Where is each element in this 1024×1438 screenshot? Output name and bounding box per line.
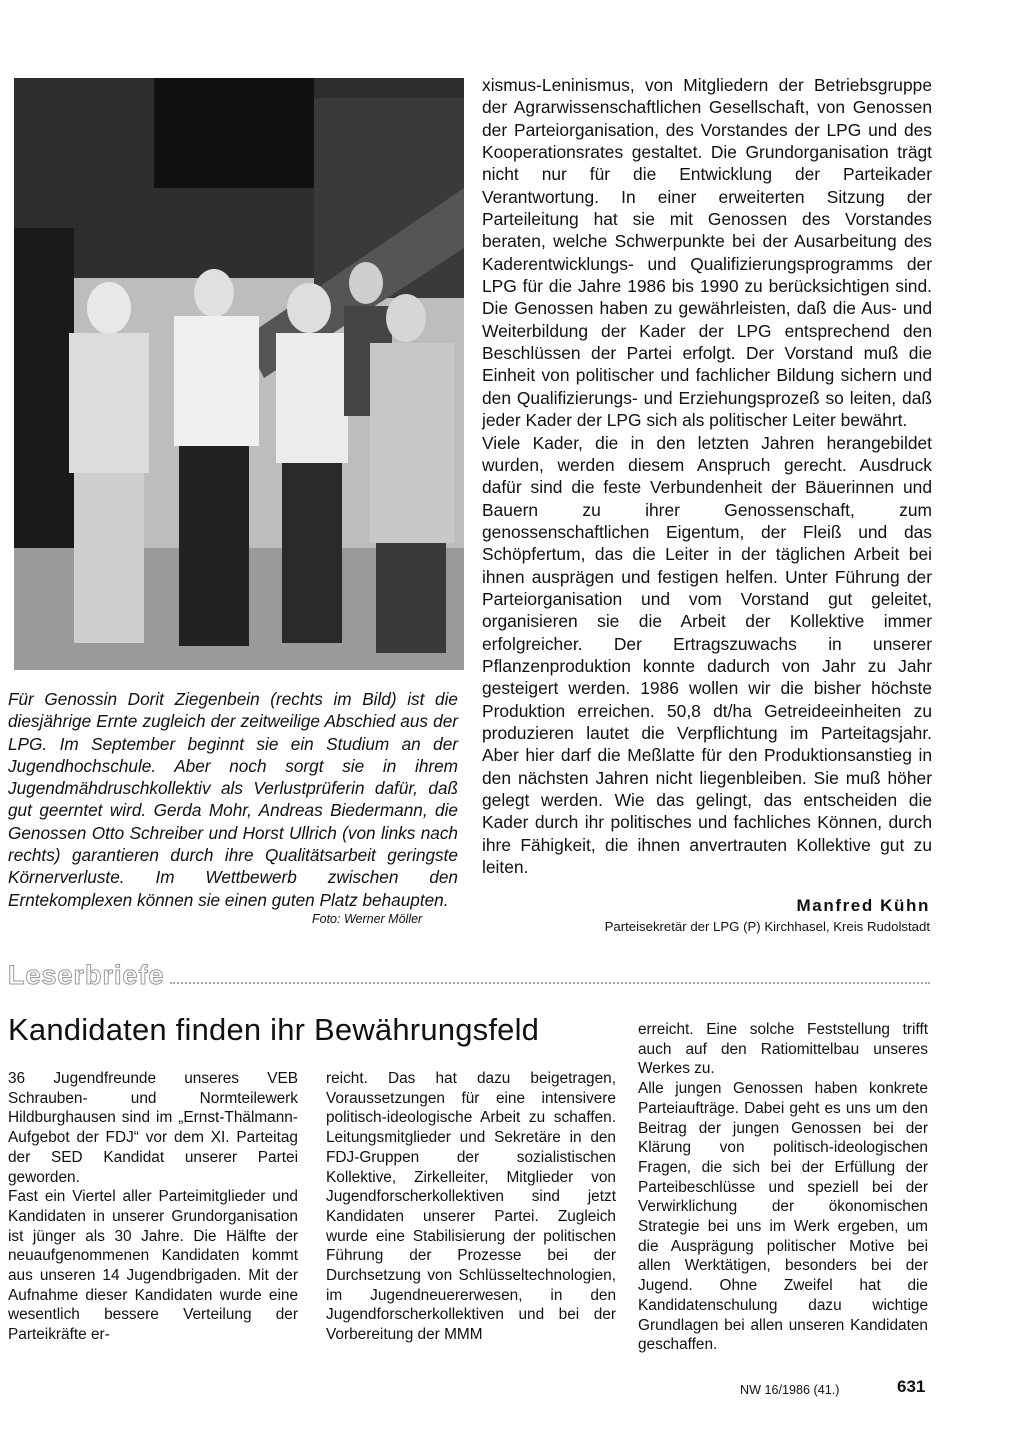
harvest-team-photo — [14, 78, 464, 670]
photo-credit: Foto: Werner Möller — [312, 912, 423, 926]
issue-reference: NW 16/1986 (41.) — [740, 1383, 840, 1397]
letter-column-3 — [638, 1020, 928, 1355]
photo-caption: Für Genossin Dorit Ziegenbein (rechts im Bild) ist die diesjährige Ernte zugleich der zeitweilige Abschied aus der LPG. Im September beginnt sie ein Studium an der Jugendhochschule. Aber noch sorgt sie in ihrem Jugendmähdruschkollektiv als Verlustprüferin dafür, daß gut geerntet wird. Gerda Mohr, Andreas Biedermann, die Genossen Otto Schreiber und Horst Ullrich (von links nach rechts) garantieren durch ihre Qualitätsarbeit geringste Körnerverluste. Im Wettbewerb zwischen den Erntekomplexen können sie einen guten Platz behaupten. — [8, 689, 458, 910]
article-paragraph: xismus-Leninismus, von Mitgliedern der Betriebsgruppe der Agrarwissenschaftlichen Gesellschaft, von Genossen der Parteiorganisation, des Vorstandes der LPG und des Kooperationsrates gestaltet. Die Grundorganisation trägt nicht nur für die Entwicklung der Parteikader Verantwortung. In einer erweiterten Sitzung der Parteileitung hat sie mit Genossen des Vorstandes beraten, welche Schwerpunkte bei der Ausarbeitung des Kaderentwicklungs- und Qualifizierungsprogramms der LPG für die Jahre 1986 bis 1990 zu berücksichtigen sind. Die Genossen haben zu gewährleisten, daß die Aus- und Weiterbildung der Kader der LPG entsprechend den Beschlüssen der Partei erfolgt. Der Vorstand muß die Einheit von politischer und fachlicher Bildung sichern und den Qualifizierungs- und Erziehungsprozeß so leiten, daß jeder Kader der LPG sich als politischer Leiter bewährt. — [482, 75, 932, 431]
section-label: Leserbriefe — [8, 960, 165, 990]
letter-column-2 — [326, 1069, 616, 1345]
article-continuation — [482, 74, 932, 878]
section-divider — [170, 982, 930, 984]
letter-headline: Kandidaten finden ihr Bewährungsfeld — [8, 1012, 540, 1047]
article-paragraph: Viele Kader, die in den letzten Jahren herangebildet wurden, werden diesem Anspruch gerecht. Ausdruck dafür sind die feste Verbundenheit der Bäuerinnen und Bauern zu ihrer Genossenschaft, zum genossenschaftlichen Eigentum, der Fleiß und das Schöpfertum, das die Leiter in der täglichen Arbeit bei ihnen ausprägen und festigen helfen. Unter Führung der Parteiorganisation und vom Vorstand gut geleitet, organisieren sie die Arbeit der Kollektive immer erfolgreicher. Der Ertragszuwachs in unserer Pflanzenproduktion konnte dadurch von Jahr zu Jahr gesteigert werden. 1986 wollen wir die bisher höchste Produktion erreichen. 50,8 dt/ha Getreideeinheiten zu produzieren lautet die Verpflichtung im Parteitagsjahr. Aber hier darf die Meßlatte für den Produktionsanstieg in den nächsten Jahren nicht liegenbleiben. Sie muß höher gelegt werden. Wie das gelingt, das entscheiden die Kader durch ihr politisches und fachliches Können, durch ihre Fähigkeit, die ihnen anvertrauten Kollektive gut zu leiten. — [482, 432, 932, 878]
letter-paragraph: Alle jungen Genossen haben konkrete Parteiaufträge. Dabei geht es uns um den Beitrag der jungen Genossen bei der Klärung von politisch-ideologischen Fragen, die sich bei der Erfüllung der Parteibeschlüsse und speziell bei der Verwirklichung der ökonomischen Strategie bei uns im Werk ergeben, um die Ausprägung politischer Motive bei allen Werktätigen, besonders bei der Jugend. Ohne Zweifel hat die Kandidatenschulung dazu wichtige Grundlagen bei allen unseren Kandidaten geschaffen. — [638, 1080, 928, 1354]
page-number: 631 — [897, 1377, 926, 1396]
letter-paragraph: reicht. Das hat dazu beigetragen, Voraussetzungen für eine intensivere politisch-ideologische Arbeit zu schaffen. Leitungsmitglieder und Sekretäre in den FDJ-Gruppen der sozialistischen Kollektive, Zirkelleiter, Mitglieder von Jugendforscherkollektiven sind jetzt Kandidaten unserer Partei. Zugleich wurde eine Stabilisierung der politischen Führung der Prozesse bei der Durchsetzung von Schlüsseltechnologien, im Jugendneuererwesen, in den Jugendforscherkollektiven und bei der Vorbereitung der MMM — [326, 1070, 616, 1344]
letter-paragraph: Fast ein Viertel aller Parteimitglieder und Kandidaten in unserer Grundorganisation ist jünger als 30 Jahre. Die Hälfte der neuaufgenommenen Kandidaten kommt aus unseren 14 Jugendbrigaden. Mit der Aufnahme dieser Kandidaten wurde eine wesentlich bessere Verteilung der Parteikräfte er- — [8, 1188, 298, 1344]
letter-paragraph: erreicht. Eine solche Feststellung trifft auch auf den Ratiomittelbau unseres Werkes zu. — [638, 1021, 928, 1078]
author-role: Parteisekretär der LPG (P) Kirchhasel, Kreis Rudolstadt — [604, 919, 930, 934]
photo-illustration — [14, 78, 464, 670]
letter-column-1 — [8, 1069, 298, 1345]
author-name: Manfred Kühn — [796, 896, 930, 915]
letter-paragraph: 36 Jugendfreunde unseres VEB Schrauben- und Normteilewerk Hildburghausen sind im „Ernst-Thälmann-Aufgebot der FDJ“ vor dem XI. Parteitag der SED Kandidat unserer Partei geworden. — [8, 1070, 298, 1186]
